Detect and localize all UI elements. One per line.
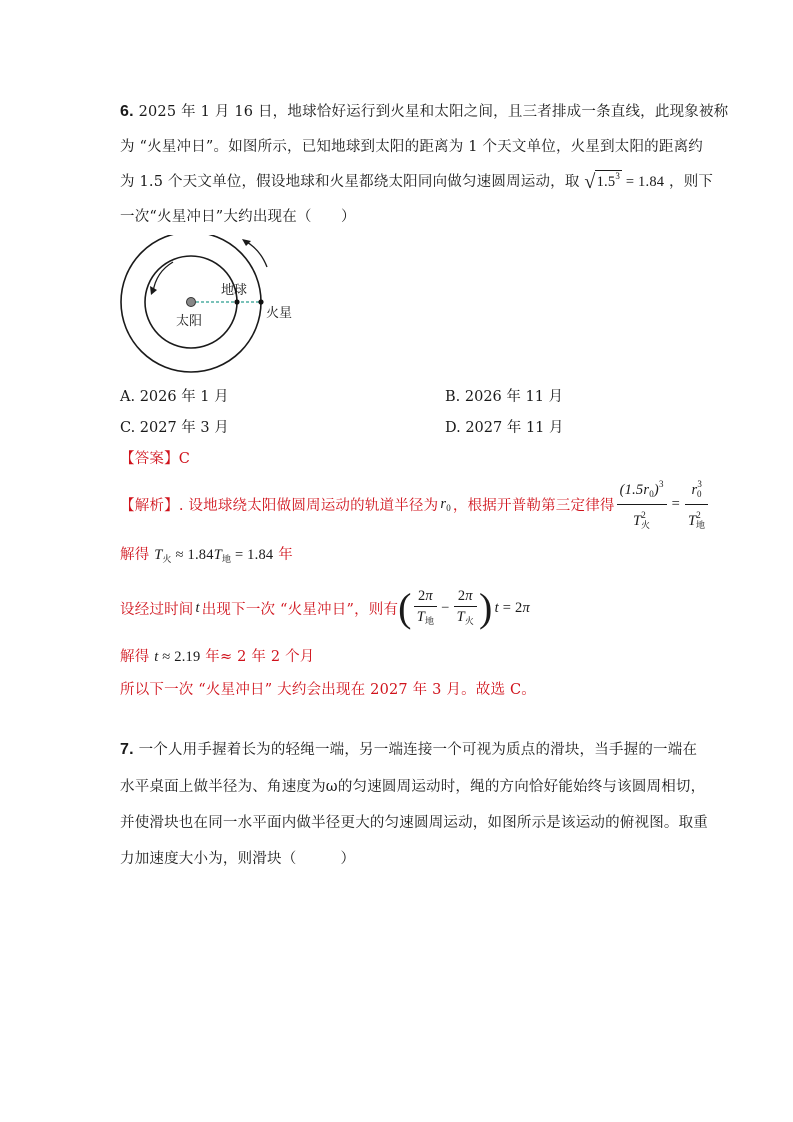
q6-line-4: 一次“火星冲日”大约出现在（ ） (120, 209, 356, 225)
q6-line-1 (120, 100, 728, 121)
q6-number: 6. (120, 103, 134, 120)
analysis-line-2: 解得 $T_火 \approx 1.84T_地 = 1.84$ 年 (120, 547, 293, 564)
kepler-equation: $\frac{(1.5r_0)^3}{T^2_火}$ = $\frac{r^3_0}{T^2_地}$ (615, 474, 711, 535)
q7-line-1: 7. 一个人用手握着长为的轻绳一端，另一端连接一个可视为质点的滑块，当手握的一端在 (120, 741, 698, 758)
sqrt-expression: $√1.5^3 = 1.84$ (584, 171, 665, 193)
q7-number: 7. (120, 741, 134, 758)
mars-dot (258, 299, 263, 304)
synodic-equation: ( $\frac{2\pi}{T_地}$ − $\frac{2\pi}{T_火}$ ) t = 2 π (398, 585, 530, 630)
earth-dot (234, 299, 239, 304)
answer: 【答案】C (120, 451, 191, 467)
period-result: $T_火 \approx 1.84T_地 = 1.84$ (154, 547, 274, 564)
q6-line-2: 为 “火星冲日”。如图所示，已知地球到太阳的距离为 1 个天文单位，火星到太阳的距离约 (120, 139, 703, 155)
option-a[interactable]: A. 2026 年 1 月 (120, 389, 229, 405)
sun-icon (187, 298, 196, 307)
option-d[interactable]: D. 2027 年 11 月 (445, 420, 564, 436)
analysis-line-1: 【解析】 . 设地球绕太阳做圆周运动的轨道半径为 $r_0$ ，根据开普勒第三定律得 $\frac{(1.5r_0)^3}{T^2_火}$ = $\frac{r^3_0}{T^2_地}$ (120, 480, 710, 528)
q7-line-2: 水平桌面上做半径为、角速度为ω的匀速圆周运动时，绳的方向恰好能始终与该圆周相切， (120, 779, 706, 795)
analysis-conclusion: 所以下一次 “火星冲日” 大约会出现在 2027 年 3 月。故选 C。 (120, 682, 537, 698)
r0-symbol: $r_0$ (440, 495, 451, 513)
label-earth: 地球 (221, 283, 248, 298)
orbit-diagram (115, 235, 315, 385)
option-b[interactable]: B. 2026 年 11 月 (445, 389, 564, 405)
q7-line-3: 并使滑块也在同一水平面内做半径更大的匀速圆周运动，如图所示是该运动的俯视图。取重 (120, 815, 708, 831)
q6-text-1: 2025 年 1 月 16 日，地球恰好运行到火星和太阳之间，且三者排成一条直线，此现象被称 (138, 104, 729, 120)
label-mars: 火星 (266, 306, 293, 321)
q6-line-3: 为 1.5 个天文单位，假设地球和火星都绕太阳同向做匀速圆周运动，取 $√1.5^3 = 1.84$ ，则下 (120, 171, 714, 193)
q7-line-4: 力加速度大小为，则滑块（ ） (120, 851, 356, 867)
option-c[interactable]: C. 2027 年 3 月 (120, 420, 229, 436)
label-sun: 太阳 (176, 314, 203, 329)
analysis-line-3: 设经过时间 t 出现下一次 “火星冲日”，则有 ( $\frac{2\pi}{T_地}$ − $\frac{2\pi}{T_火}$ ) t = 2 π (120, 585, 530, 630)
analysis-line-4: 解得 t ≈ 2.19 年≈ 2 年 2 个月 (120, 649, 315, 665)
